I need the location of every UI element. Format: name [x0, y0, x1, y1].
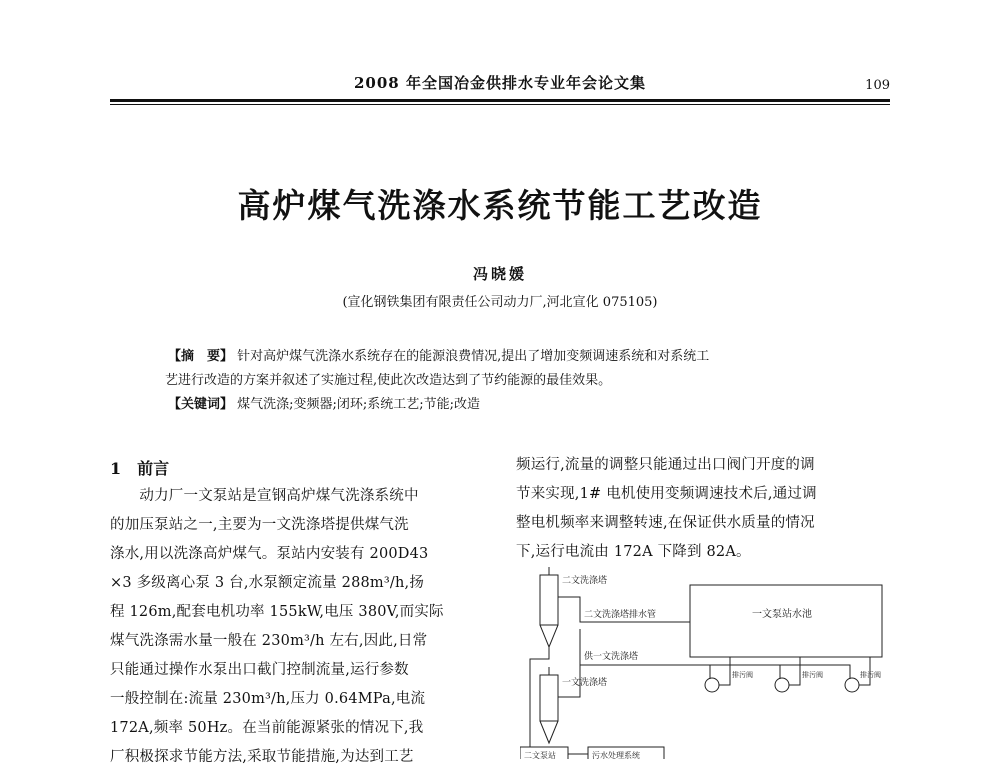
label-pool: 一文泵站水池 [752, 609, 812, 620]
keywords-text: 煤气洗涤;变频器;闭环;系统工艺;节能;改造 [237, 397, 481, 412]
body-line: 程 126m,配套电机功率 155kW,电压 380V,而实际 [110, 604, 444, 620]
label-drain: 二文洗涤塔排水管 [584, 610, 657, 620]
body-line: 动力厂一文泵站是宣钢高炉煤气洗涤系统中 [110, 488, 419, 504]
body-line: 的加压泵站之一,主要为一文洗涤塔提供煤气洗 [110, 517, 409, 533]
running-header [0, 72, 1000, 102]
body-line: ×3 多级离心泵 3 台,水泵额定流量 288m³/h,扬 [110, 575, 425, 591]
header-rule-thin [110, 104, 890, 105]
author-affiliation: (宣化钢铁集团有限责任公司动力厂,河北宣化 075105) [342, 295, 658, 310]
body-line: 频运行,流量的调整只能通过出口阀门开度的调 [516, 457, 815, 473]
body-line: 节来实现,1# 电机使用变频调速技术后,通过调 [516, 486, 817, 502]
body-line: 涤水,用以洗涤高炉煤气。泵站内安装有 200D43 [110, 546, 429, 562]
abstract-label: 【摘 要】 [168, 349, 234, 364]
body-line: 厂积极探求节能方法,采取节能措施,为达到工艺 [110, 749, 414, 765]
abstract-line-1 [168, 345, 709, 369]
label-tower1: 一文洗涤塔 [562, 678, 608, 688]
body-line: 一般控制在:流量 230m³/h,压力 0.64MPa,电流 [110, 691, 426, 707]
pump-1 [705, 678, 719, 692]
keywords-line [168, 393, 480, 417]
abstract-line-2: 艺进行改造的方案并叙述了实施过程,使此次改造达到了节约能源的最佳效果。 [165, 373, 612, 388]
section-heading: 1 前言 [110, 459, 170, 478]
paper-title: 高炉煤气洗涤水系统节能工艺改造 [237, 186, 763, 225]
body-line: 整电机频率来调整转速,在保证供水质量的情况 [516, 515, 815, 531]
header-rule-thick [110, 99, 890, 102]
body-line: 煤气洗涤需水量一般在 230m³/h 左右,因此,日常 [110, 633, 428, 649]
label-supply: 供一文洗涤塔 [584, 652, 639, 662]
label-tower2: 二文洗涤塔 [562, 576, 608, 586]
label-valve-c: 排污阀 [860, 671, 881, 679]
pump-2 [775, 678, 789, 692]
label-sewage: 污水处理系统 [592, 751, 640, 759]
process-flow-diagram [520, 567, 890, 759]
tower1-cone [540, 721, 558, 743]
abstract-text-1: 针对高炉煤气洗涤水系统存在的能源浪费情况,提出了增加变频调速系统和对系统工 [237, 349, 710, 364]
label-station2: 二文泵站 [524, 751, 556, 759]
body-line: 只能通过操作水泵出口截门控制流量,运行参数 [110, 662, 409, 678]
label-valve-b: 排污阀 [802, 671, 823, 679]
journal-title: 2008 年全国冶金供排水专业年会论文集 [354, 74, 646, 92]
page-number: 109 [865, 78, 890, 93]
pump-3 [845, 678, 859, 692]
body-line: 下,运行电流由 172A 下降到 82A。 [516, 544, 751, 560]
label-valve-a: 排污阀 [732, 671, 753, 679]
tower2-shape [540, 575, 558, 625]
keywords-label: 【关键词】 [168, 397, 234, 412]
tower2-cone [540, 625, 558, 647]
tower1-shape [540, 675, 558, 721]
body-line: 172A,频率 50Hz。在当前能源紧张的情况下,我 [110, 720, 424, 736]
pool-box [690, 585, 882, 657]
author-name: 冯晓媛 [472, 265, 527, 283]
